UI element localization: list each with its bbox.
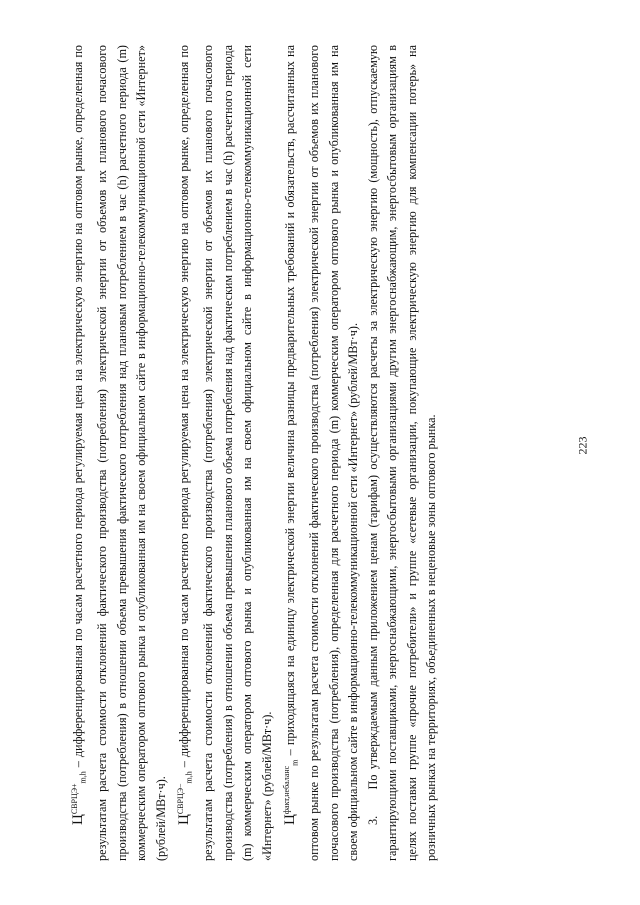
definition-imbalance xyxy=(277,45,364,861)
item-text: По утверждаемым данным приложением ценам (тарифам) осуществляются расчеты за электрическую энергию (мощность), отпускаемую гарантирующими поставщиками, энергоснабжающими, энергосбытовыми организациями другим энергоснабжающим, энергосбытовым организациям в целях поставки группе «прочие потребители» и группе «сетевые организации, покупающие электрическую энергию для компенсации потерь» на розничных рынках на территориях, объединенных в неценовые зоны оптового рынка. xyxy=(365,44,438,861)
subscript: m,h xyxy=(78,771,88,784)
definition-price-plus xyxy=(65,45,171,861)
superscript: СВРЦЭ− xyxy=(176,783,185,815)
definition-text: – дифференцированная по часам расчетного периода регулируемая цена на электрическую энергию на оптовом рынке, определенная по результатам расчета стоимости отклонений фактического производства (потребления) электрической энергии от объемов их планового почасового производства (потребления) в отношении объема превышения фактического потребления над плановым потреблением в час (h) расчетного периода (m) коммерческим оператором оптового рынка и опубликованная им на своем официальном сайте в информационно-телекоммуникационной сети «Интернет» (рублей/МВт·ч). xyxy=(71,45,168,861)
superscript: факт,небаланс xyxy=(282,765,291,815)
symbol: Ц xyxy=(70,814,87,825)
symbol: Ц xyxy=(176,814,193,825)
item-number: 3. xyxy=(365,815,380,825)
page-number: 223 xyxy=(575,436,590,455)
subscript: m xyxy=(290,759,300,766)
definition-price-minus xyxy=(171,45,277,861)
definition-text: – дифференцированная по часам расчетного периода регулируемая цена на электрическую энергию на оптовом рынке, определенная по результатам расчета стоимости отклонений фактического производства (потребления) электрической энергии от объемов их планового почасового производства (потребления) в отношении объема превышения планового объема потребления над фактическим потреблением в час (h) расчетного периода (m) коммерческим оператором оптового рынка и опубликованная им на своем официальном сайте в информационно-телекоммуникационной сети «Интернет» (рублей/МВт·ч). xyxy=(177,45,274,861)
superscript: СВРЦЭ+ xyxy=(70,783,79,815)
item-3-paragraph xyxy=(364,45,442,861)
symbol: Ц xyxy=(282,814,299,825)
rotated-text-block xyxy=(65,45,475,861)
definition-text: – приходящаяся на единицу электрической энергии величина разницы предварительных требований и обязательств, рассчитанных на оптовом рынке по результатам расчета стоимости отклонений фактического производства (потребления) электрической энергии от объемов их планового почасового производства (потребления), определенная для расчетного периода (m) коммерческим оператором оптового рынка и опубликованная им на своем официальном сайте в информационно-телекоммуникационной сети «Интернет» (рублей/МВт·ч). xyxy=(283,45,360,861)
subscript: m,h xyxy=(184,771,194,784)
